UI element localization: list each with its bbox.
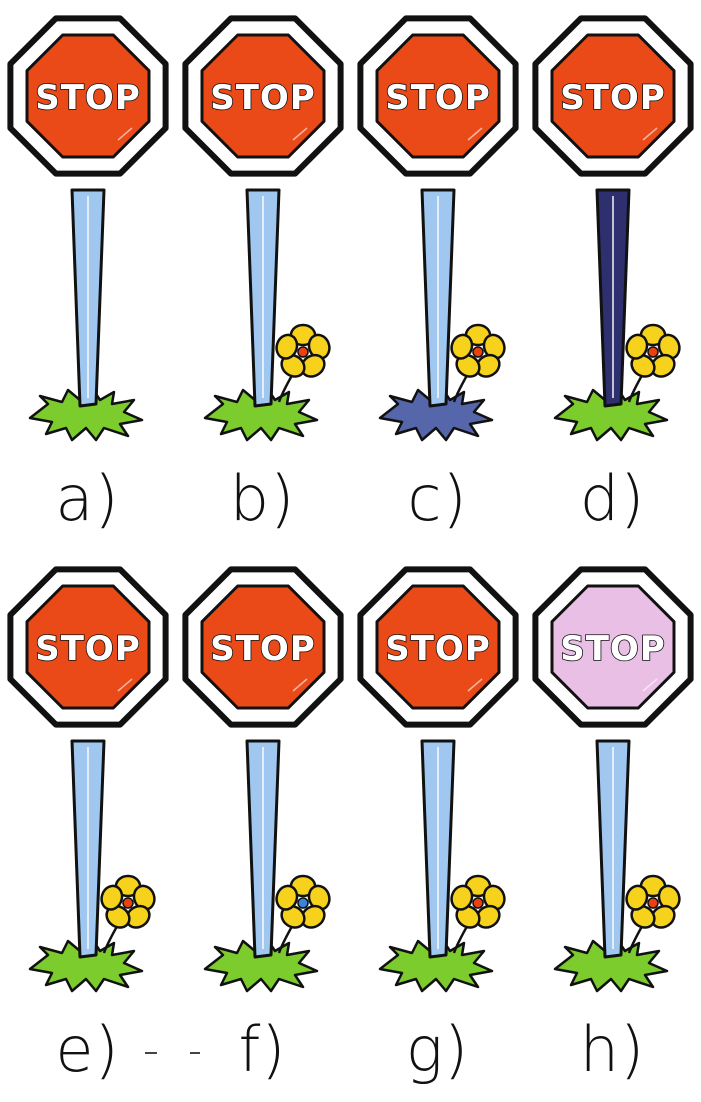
panel-label: h) <box>579 1013 646 1086</box>
flower-icon <box>449 325 508 402</box>
panel-label: a) <box>55 462 120 535</box>
panel-label: c) <box>407 462 468 535</box>
stray-mark <box>190 1052 200 1054</box>
stop-text: STOP <box>210 78 316 118</box>
stop-sign-panel <box>175 0 350 551</box>
flower-icon <box>274 325 333 402</box>
flower-icon <box>99 876 158 953</box>
stop-sign-panel <box>350 0 525 551</box>
panel-label: b) <box>229 462 296 535</box>
flower-icon <box>624 876 683 953</box>
flower-icon <box>449 876 508 953</box>
stop-sign-panel <box>525 0 700 551</box>
stop-sign-panel <box>525 551 700 1102</box>
stop-sign-panel <box>175 551 350 1102</box>
stop-text: STOP <box>385 629 491 669</box>
panel-label: d) <box>579 462 646 535</box>
stop-text: STOP <box>385 78 491 118</box>
stop-text: STOP <box>560 78 666 118</box>
stop-sign-panel <box>350 551 525 1102</box>
flower-icon <box>624 325 683 402</box>
stop-text: STOP <box>35 78 141 118</box>
panel-label: e) <box>55 1013 120 1086</box>
stop-text: STOP <box>560 629 666 669</box>
stop-text: STOP <box>35 629 141 669</box>
stop-sign-panel <box>0 551 175 1102</box>
stop-text: STOP <box>210 629 316 669</box>
stop-sign-panel <box>0 0 175 551</box>
panel-label: g) <box>405 1013 470 1086</box>
flower-icon <box>274 876 333 953</box>
panel-label: f) <box>238 1013 287 1086</box>
stray-mark <box>145 1052 157 1054</box>
